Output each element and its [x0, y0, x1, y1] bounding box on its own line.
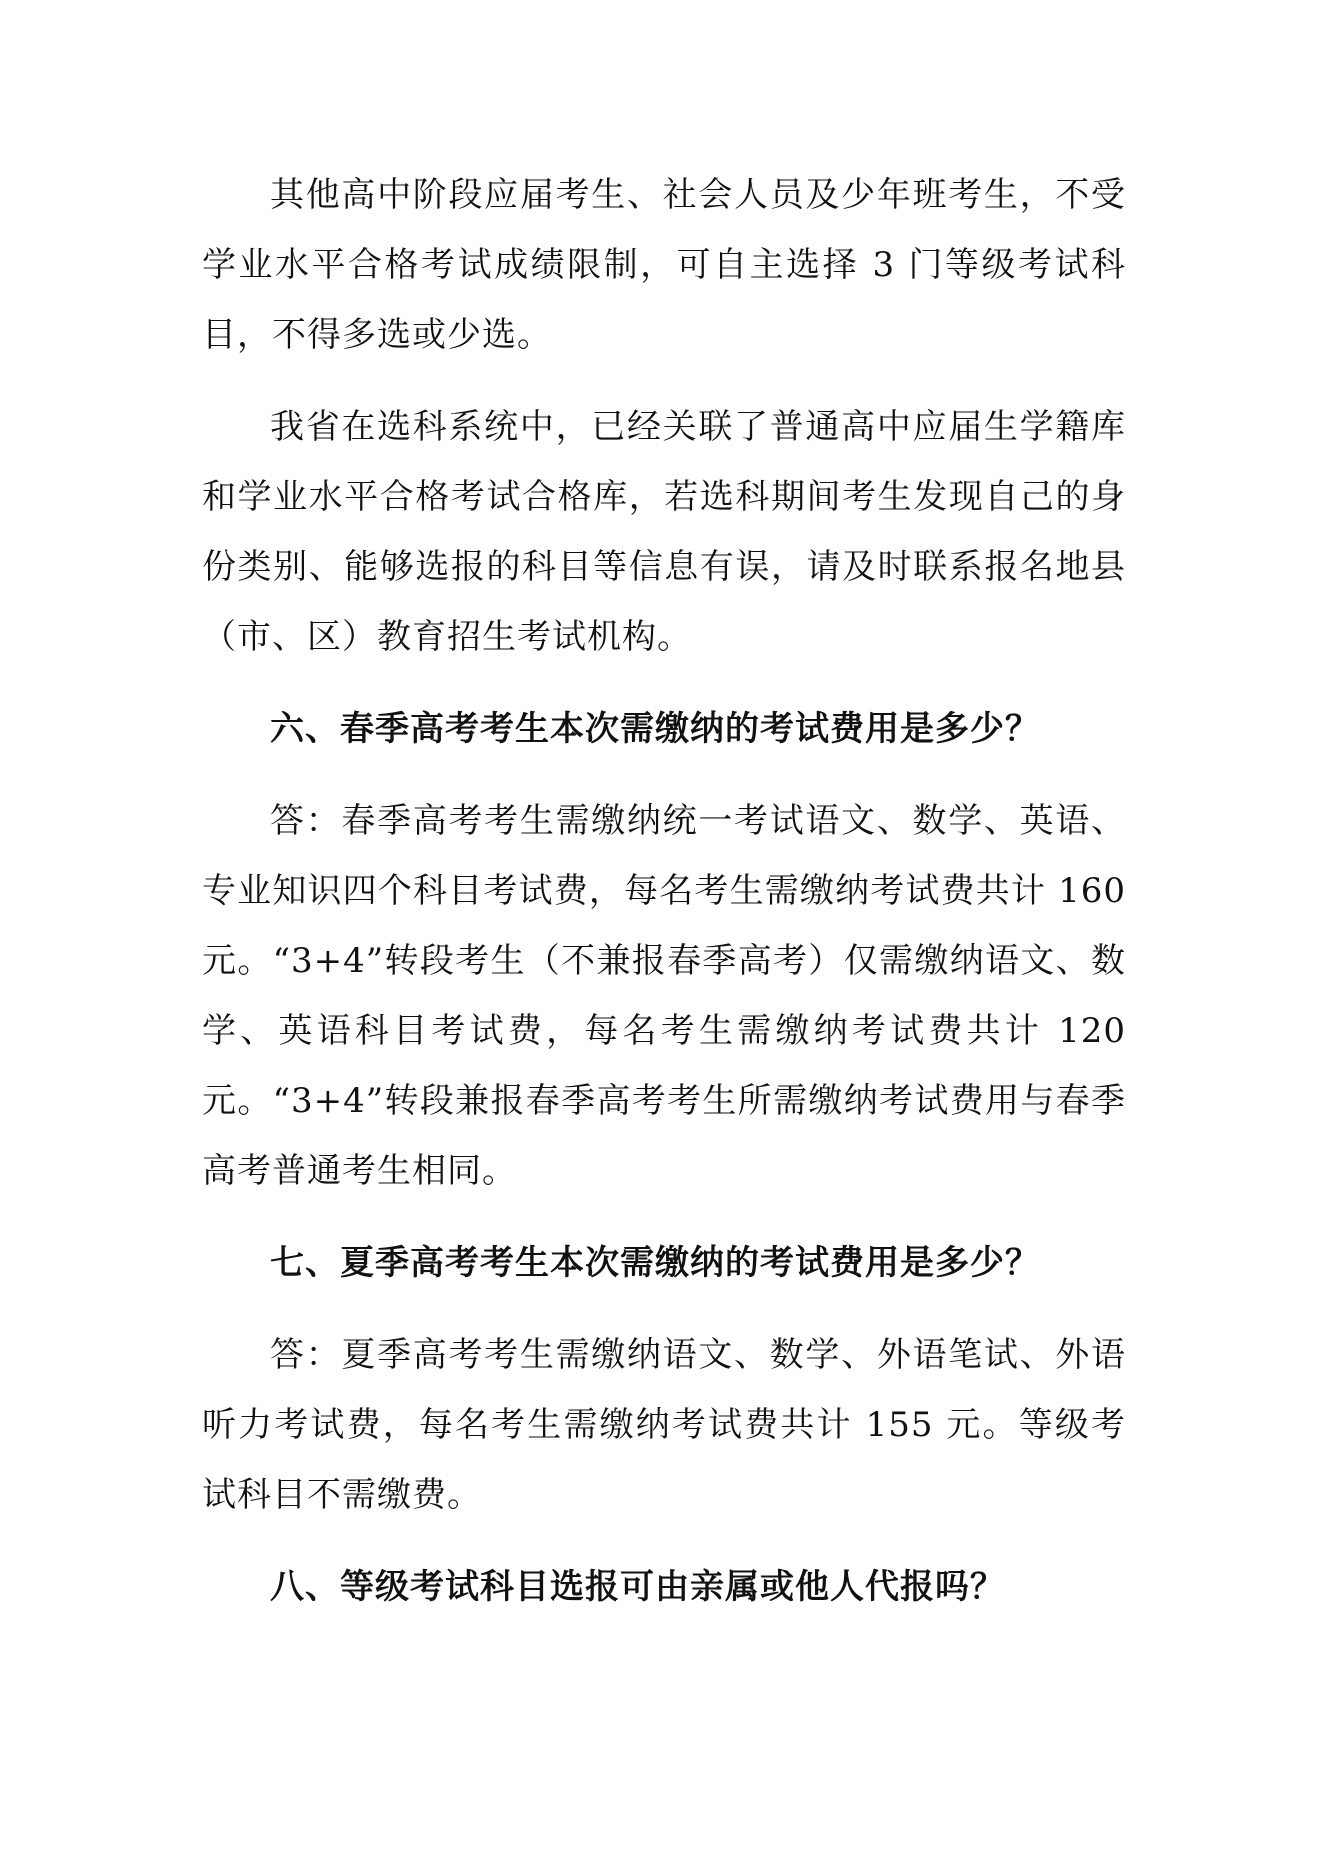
- heading-proxy-registration: 八、等级考试科目选报可由亲属或他人代报吗？: [270, 1567, 1005, 1607]
- paragraph-spring-fee-answer: 答：春季高考考生需缴纳统一考试语文、数学、英语、专业知识四个科目考试费，每名考生需缴纳考试费共计 160 元。“3+4”转段考生（不兼报春季高考）仅需缴纳语文、数学、英语科目考试费，每名考生需缴纳考试费共计 120 元。“3+4”转段兼报春季高考考生所需缴纳考试费用与春季高考普通考生相同。: [202, 801, 1126, 1191]
- paragraph-summer-fee-answer: 答：夏季高考考生需缴纳语文、数学、外语笔试、外语听力考试费，每名考生需缴纳考试费共计 155 元。等级考试科目不需缴费。: [202, 1335, 1126, 1515]
- heading-summer-fee: 七、夏季高考考生本次需缴纳的考试费用是多少？: [270, 1243, 1040, 1283]
- document-body: [202, 160, 1126, 1622]
- paragraph-other-candidates: 其他高中阶段应届考生、社会人员及少年班考生，不受学业水平合格考试成绩限制，可自主选择 3 门等级考试科目，不得多选或少选。: [202, 175, 1126, 355]
- heading-spring-fee: 六、春季高考考生本次需缴纳的考试费用是多少？: [270, 709, 1040, 749]
- paragraph-system-info: 我省在选科系统中，已经关联了普通高中应届生学籍库和学业水平合格考试合格库，若选科期间考生发现自己的身份类别、能够选报的科目等信息有误，请及时联系报名地县（市、区）教育招生考试机构。: [202, 407, 1126, 657]
